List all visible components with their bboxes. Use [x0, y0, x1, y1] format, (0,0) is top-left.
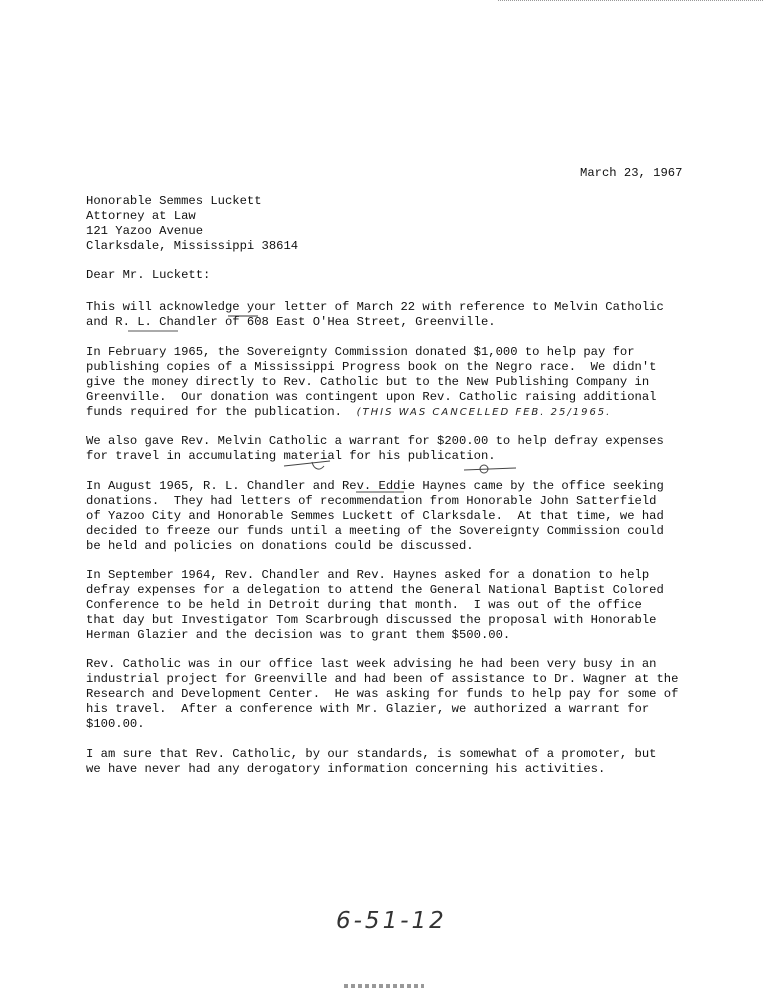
bottom-stamp-fragment [344, 984, 424, 988]
text-line: we have never had any derogatory information concerning his activities. [86, 762, 606, 776]
text-line: Herman Glazier and the decision was to grant them $500.00. [86, 628, 511, 642]
pen-stroke-mark [284, 461, 330, 466]
text-line: publishing copies of a Mississippi Progress book on the Negro race. We didn't [86, 360, 657, 374]
text-line: In August 1965, R. L. Chandler and Rev. Eddie Haynes came by the office seeking [86, 479, 664, 493]
text-line: In September 1964, Rev. Chandler and Rev. Haynes asked for a donation to help [86, 568, 650, 582]
file-reference-number: 6-51-12 [336, 908, 447, 934]
text-line: In February 1965, the Sovereignty Commission donated $1,000 to help pay for [86, 345, 635, 359]
text-line: give the money directly to Rev. Catholic but to the New Publishing Company in [86, 375, 650, 389]
text-line: We also gave Rev. Melvin Catholic a warrant for $200.00 to help defray expenses [86, 434, 664, 448]
text-line: Research and Development Center. He was asking for funds to help pay for some of [86, 687, 679, 701]
address-line: Clarksdale, Mississippi 38614 [86, 239, 299, 253]
text-line: for travel in accumulating material for his publication. [86, 449, 496, 463]
address-line: 121 Yazoo Avenue [86, 224, 204, 238]
text-line: Conference to be held in Detroit during that month. I was out of the office [86, 598, 642, 612]
text-line: This will acknowledge your letter of March 22 with reference to Melvin Catholic [86, 300, 664, 314]
text-fragment: funds required for the publication. [86, 405, 342, 419]
address-line: Honorable Semmes Luckett [86, 194, 262, 208]
text-line: of Yazoo City and Honorable Semmes Luckett of Clarksdale. At that time, we had [86, 509, 664, 523]
text-line: $100.00. [86, 717, 145, 731]
text-line: decided to freeze our funds until a meeting of the Sovereignty Commission could [86, 524, 664, 538]
text-line: industrial project for Greenville and had been of assistance to Dr. Wagner at the [86, 672, 679, 686]
text-line: defray expenses for a delegation to attend the General National Baptist Colored [86, 583, 664, 597]
text-line: that day but Investigator Tom Scarbrough discussed the proposal with Honorable [86, 613, 657, 627]
address-line: Attorney at Law [86, 209, 196, 223]
text-line: his travel. After a conference with Mr. Glazier, we authorized a warrant for [86, 702, 650, 716]
text-line: Rev. Catholic was in our office last week advising he had been very busy in an [86, 657, 657, 671]
salutation: Dear Mr. Luckett: [86, 268, 211, 282]
text-line: I am sure that Rev. Catholic, by our standards, is somewhat of a promoter, but [86, 747, 657, 761]
handwritten-note: (THIS WAS CANCELLED FEB. 25/1965. [356, 407, 612, 418]
text-line: donations. They had letters of recommendation from Honorable John Satterfield [86, 494, 657, 508]
text-line: and R. L. Chandler of 608 East O'Hea Street, Greenville. [86, 315, 496, 329]
pen-stroke-mark [464, 468, 516, 470]
text-line: be held and policies on donations could be discussed. [86, 539, 474, 553]
text-line: Greenville. Our donation was contingent upon Rev. Catholic raising additional [86, 390, 657, 404]
letter-date: March 23, 1967 [580, 166, 683, 180]
